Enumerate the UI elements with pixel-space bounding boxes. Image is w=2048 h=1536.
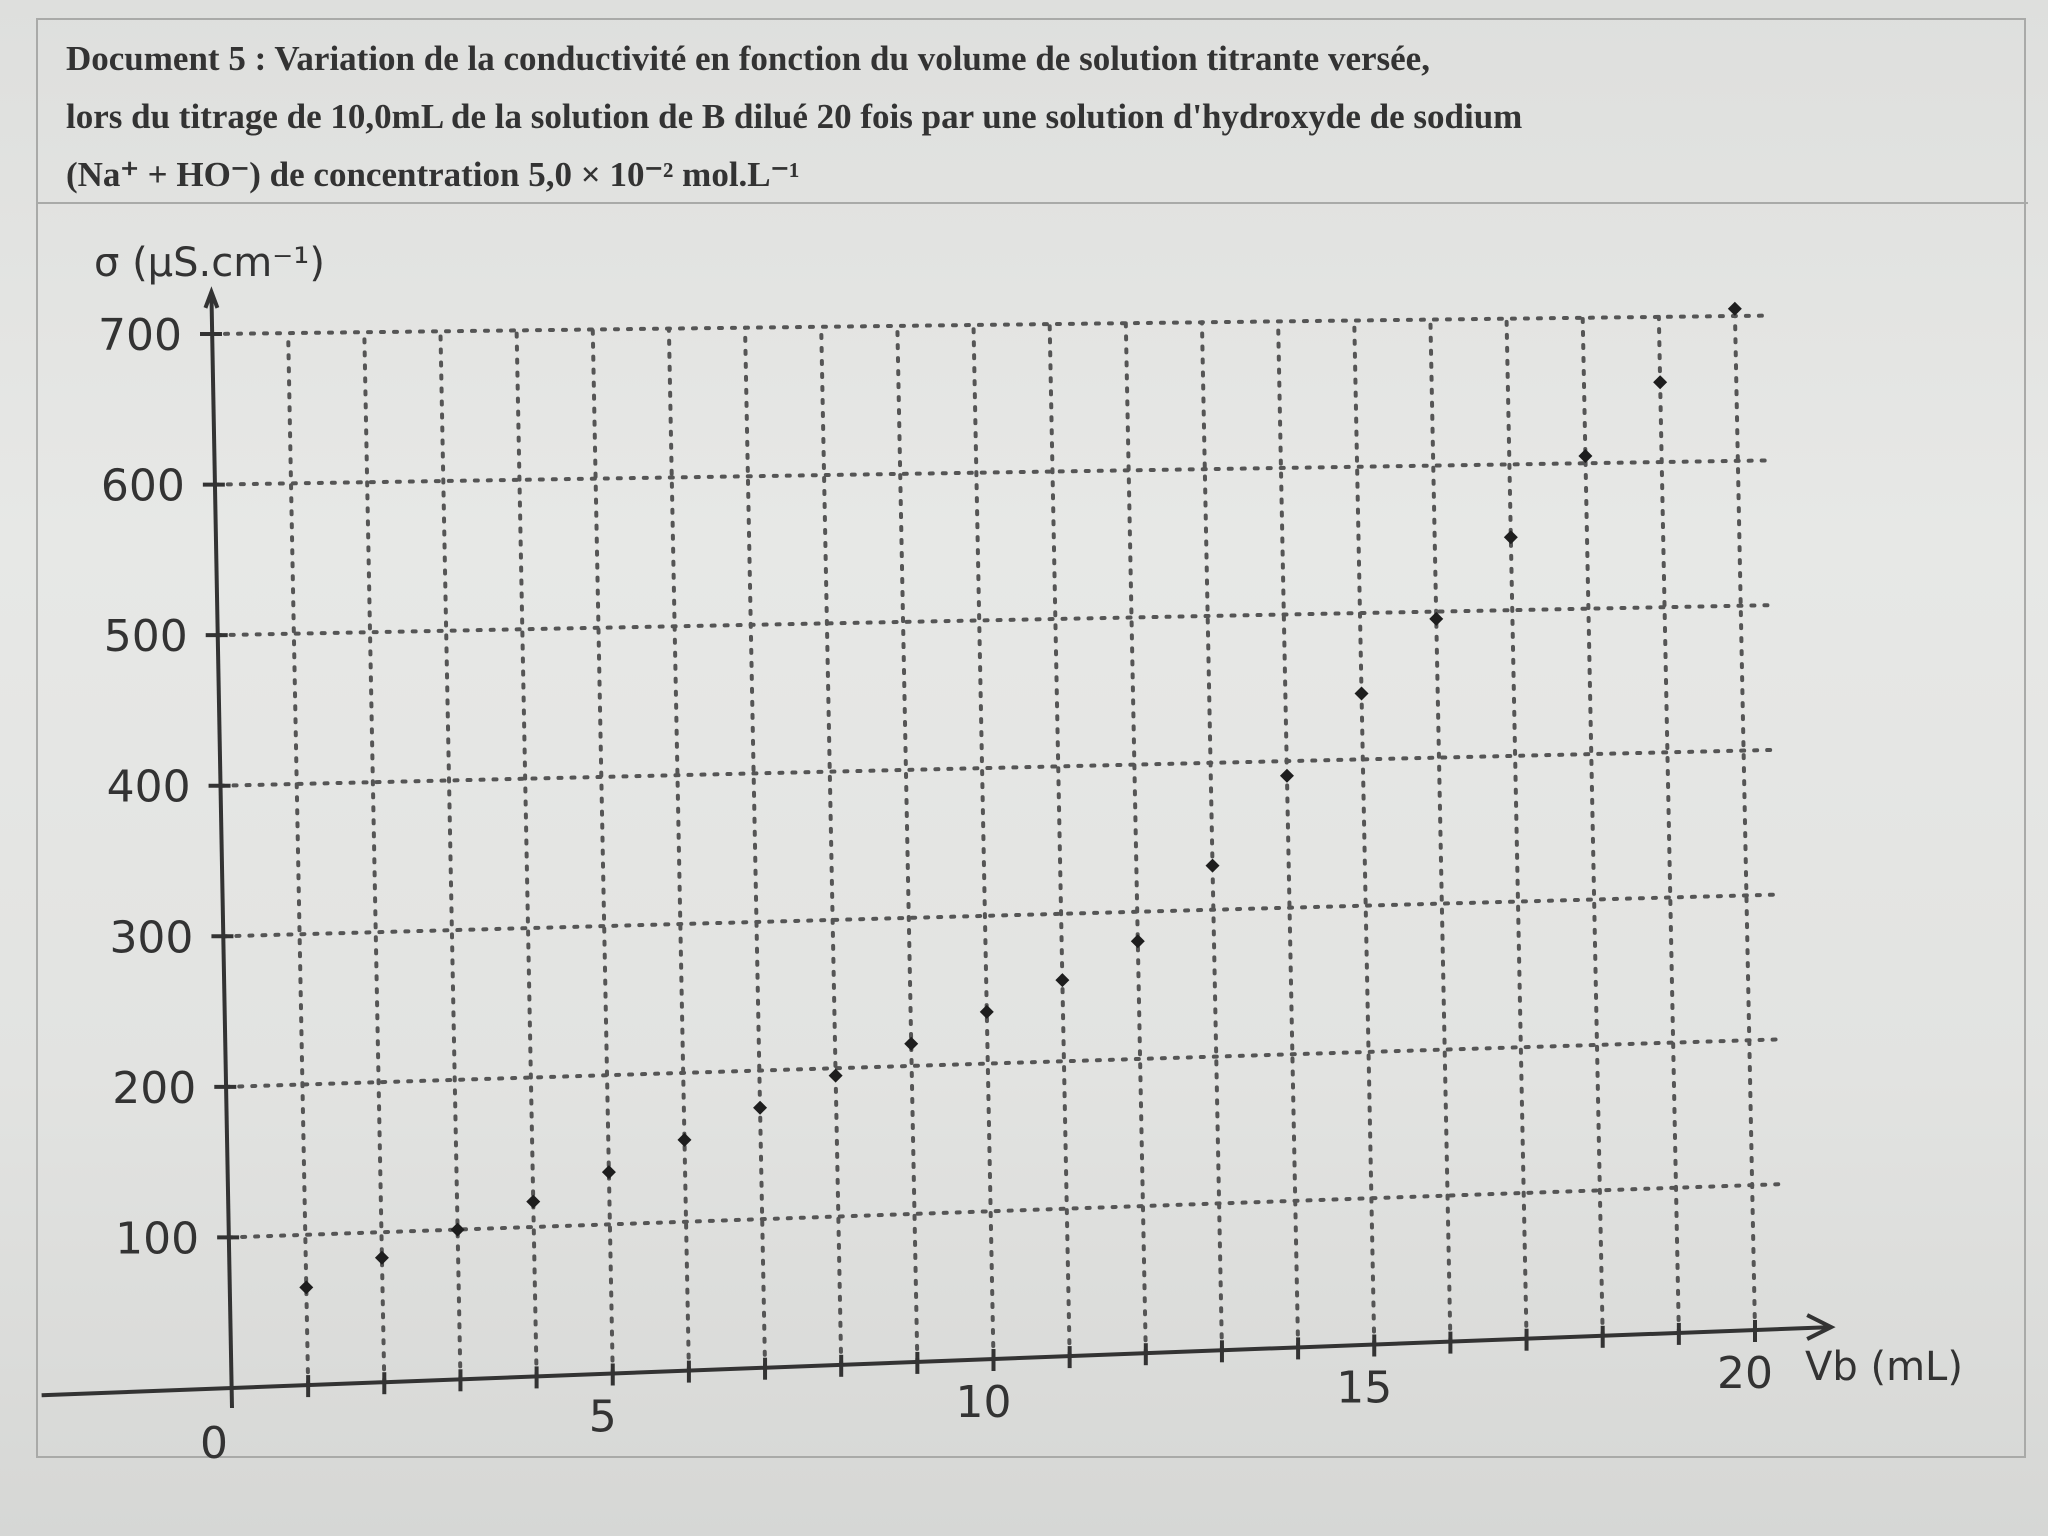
grid-line-vertical: [593, 330, 613, 1374]
data-point: [1728, 302, 1742, 316]
grid-line-vertical: [1050, 324, 1070, 1356]
grid-line-vertical: [1126, 323, 1146, 1353]
data-point: [1280, 769, 1294, 783]
grid-line-vertical: [974, 325, 994, 1359]
grid-line-vertical: [1354, 321, 1374, 1345]
y-tick-label: 300: [109, 912, 194, 964]
data-point: [451, 1223, 465, 1237]
grid-line-vertical: [1659, 317, 1679, 1333]
grid-line-vertical: [440, 331, 460, 1379]
data-point: [299, 1280, 313, 1294]
grid-line-vertical: [288, 333, 308, 1385]
x-tick-label: 0: [200, 1418, 228, 1469]
grid-line-vertical: [669, 329, 689, 1371]
grid: [212, 316, 1783, 1385]
y-axis-title: σ (µS.cm⁻¹): [94, 240, 325, 286]
grid-line-vertical: [1735, 316, 1755, 1330]
data-point: [1653, 375, 1667, 389]
data-point: [375, 1251, 389, 1265]
y-tick-label: 500: [103, 611, 188, 663]
caption-line-1: Document 5 : Variation de la conductivité en fonction du volume de solution titrante versée,: [66, 39, 1430, 78]
data-point: [526, 1195, 540, 1209]
grid-line-vertical: [1278, 321, 1298, 1347]
grid-line-vertical: [1202, 322, 1222, 1350]
data-point: [1206, 859, 1220, 873]
data-points: [299, 302, 1742, 1295]
grid-line-horizontal: [226, 1039, 1779, 1087]
grid-line-vertical: [517, 330, 537, 1376]
data-point: [677, 1133, 691, 1147]
y-axis-line: [211, 294, 232, 1408]
caption-line-2: lors du titrage de 10,0mL de la solution de B dilué 20 fois par une solution d'hydroxyde de sodium: [66, 97, 1523, 136]
grid-line-horizontal: [215, 460, 1768, 484]
data-point: [1504, 530, 1518, 544]
x-tick-label: 15: [1336, 1362, 1393, 1414]
axes: [42, 292, 1832, 1408]
data-point: [980, 1005, 994, 1019]
caption-line-3: (Na⁺ + HO⁻) de concentration 5,0 × 10⁻² mol.L⁻¹: [66, 155, 800, 194]
grid-line-vertical: [821, 327, 841, 1365]
grid-line-vertical: [1507, 319, 1527, 1339]
data-point: [904, 1037, 918, 1051]
x-tick-label: 10: [955, 1377, 1012, 1428]
grid-line-horizontal: [212, 316, 1765, 334]
x-tick-label: 5: [588, 1391, 617, 1443]
y-tick-label: 700: [98, 310, 182, 361]
grid-line-vertical: [364, 332, 384, 1382]
x-axis-title: Vb (mL): [1805, 1344, 1963, 1390]
data-point: [753, 1101, 767, 1115]
grid-line-horizontal: [223, 895, 1776, 937]
data-point: [829, 1069, 843, 1083]
grid-line-vertical: [1430, 320, 1450, 1342]
y-tick-label: 400: [106, 761, 191, 813]
y-tick-label: 100: [115, 1213, 200, 1265]
grid-line-vertical: [1583, 318, 1603, 1336]
grid-line-vertical: [897, 326, 917, 1362]
data-point: [602, 1165, 616, 1179]
data-point: [1578, 449, 1592, 463]
data-point: [1429, 612, 1443, 626]
grid-line-horizontal: [218, 605, 1771, 635]
data-point: [1055, 973, 1069, 987]
data-point: [1355, 687, 1369, 701]
x-tick-label: 20: [1717, 1348, 1773, 1399]
y-tick-label: 200: [112, 1062, 197, 1114]
grid-line-vertical: [745, 328, 765, 1368]
y-tick-label: 600: [100, 460, 185, 512]
data-point: [1131, 934, 1145, 948]
grid-line-horizontal: [221, 750, 1774, 786]
